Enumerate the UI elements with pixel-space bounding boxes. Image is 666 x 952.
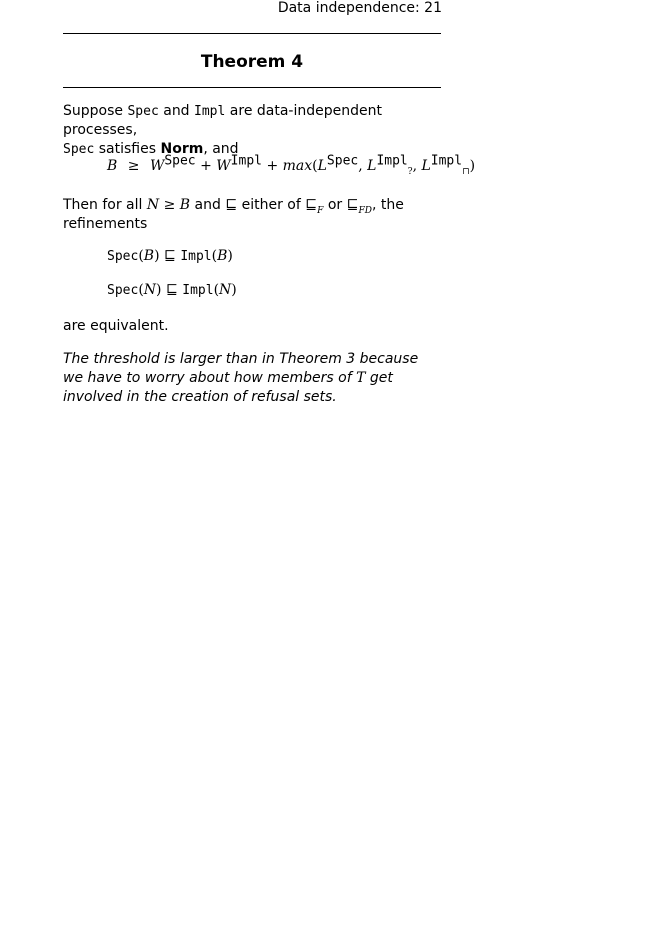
threshold-formula: $B \ge W^{Spec} + W^{Impl} + \max(L^{Spec}$, $L^{Impl}_?$, $L^{Impl}_⊓$) — [107, 153, 476, 177]
refinement-n: Spec(N) ⊑ Impl(N) — [107, 282, 237, 298]
refinement-b: Spec(B) ⊑ Impl(B) — [107, 248, 233, 264]
bottom-rule — [63, 87, 441, 88]
top-rule — [63, 33, 441, 34]
theorem-title: Theorem 4 — [200, 52, 304, 72]
remark-paragraph: The threshold is larger than in Theorem 3 because we have to worry about how members of T get involved in the creation of refusal sets. — [63, 351, 419, 405]
hypothesis-paragraph: Suppose Spec and Impl are data-independent processes, Spec satisfies Norm, and — [63, 103, 382, 157]
running-header: Data independence: 21 — [277, 0, 442, 16]
conclusion-paragraph: Then for all N ≥ B and ⊑ either of $⊑_F$ or $⊑_{FD}$, the refinements — [63, 197, 404, 232]
equivalent-text: are equivalent. — [63, 318, 169, 334]
